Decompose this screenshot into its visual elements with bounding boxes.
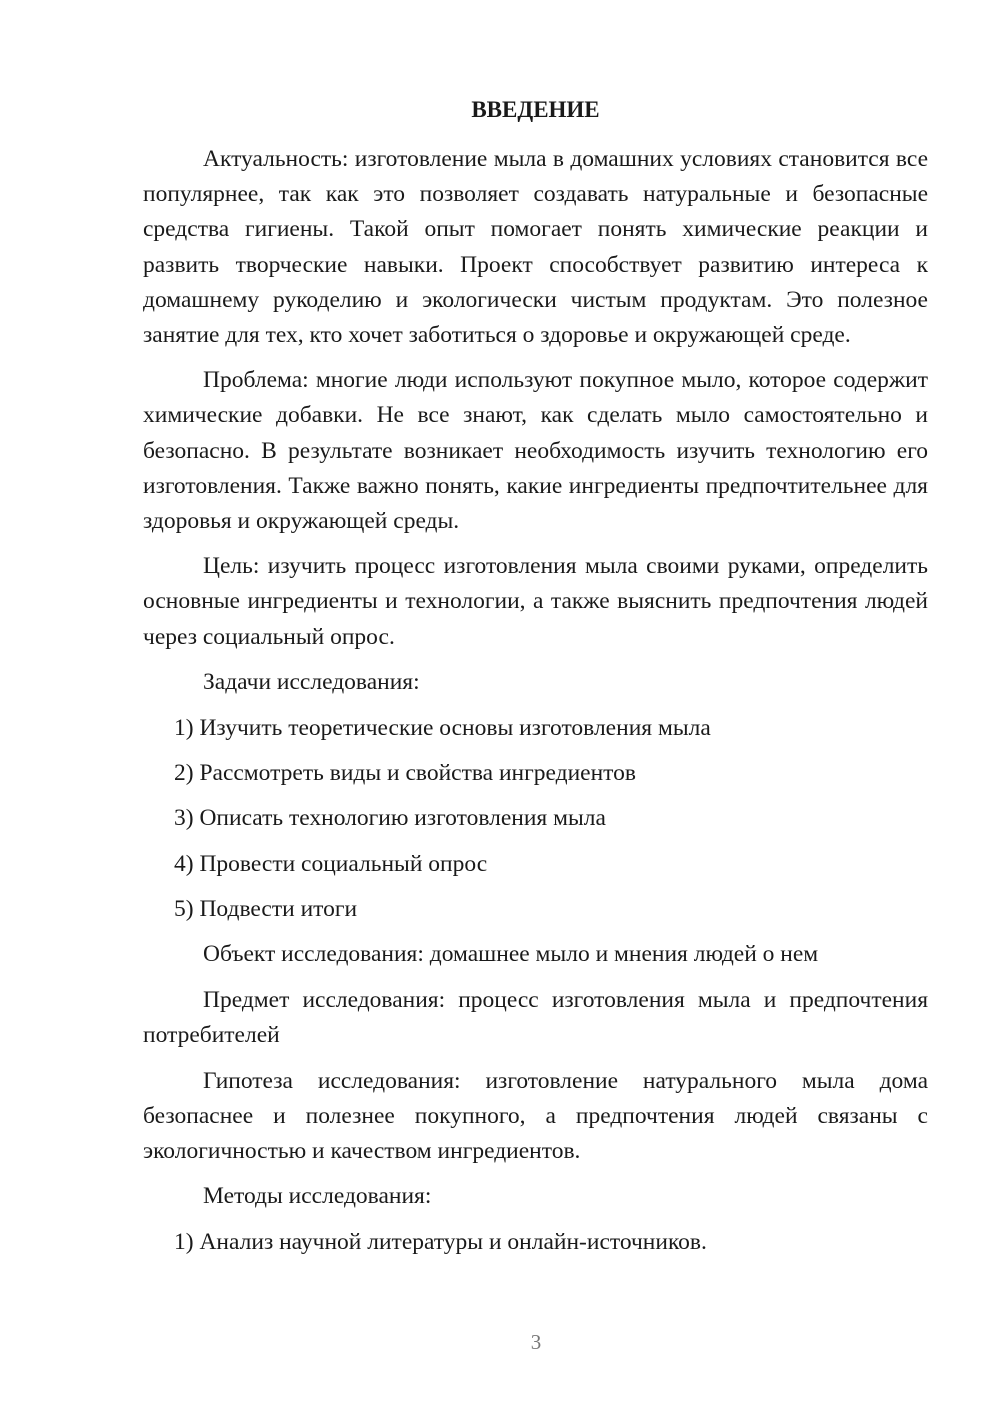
methods-list	[143, 1225, 928, 1260]
list-item: 1) Анализ научной литературы и онлайн-источников.	[174, 1229, 707, 1256]
object-paragraph: Объект исследования: домашнее мыло и мнения людей о нем	[203, 941, 819, 968]
methods-title: Методы исследования:	[203, 1183, 432, 1210]
section-heading: ВВЕДЕНИЕ	[471, 97, 600, 122]
goal-paragraph: Цель: изучить процесс изготовления мыла своими руками, определить основные ингредиенты и технологии, а также выяснить предпочтения людей через социальный опрос.	[143, 553, 928, 650]
page-number: 3	[530, 1330, 542, 1354]
list-item: 4) Провести социальный опрос	[174, 850, 488, 877]
page-content	[143, 92, 928, 1271]
list-item: 5) Подвести итоги	[174, 895, 358, 922]
list-item: 2) Рассмотреть виды и свойства ингредиентов	[174, 760, 636, 787]
tasks-list	[143, 711, 928, 927]
subject-paragraph: Предмет исследования: процесс изготовления мыла и предпочтения потребителей	[143, 987, 928, 1049]
list-item: 3) Описать технологию изготовления мыла	[174, 805, 606, 832]
relevance-paragraph: Актуальность: изготовление мыла в домашних условиях становится все популярнее, так как это позволяет создавать натуральные и безопасные средства гигиены. Такой опыт помогает понять химические реакции и развить творческие навыки. Проект способствует развитию интереса к домашнему рукоделию и экологически чистым продуктам. Это полезное занятие для тех, кто хочет заботиться о здоровье и окружающей среде.	[143, 146, 928, 349]
tasks-title: Задачи исследования:	[203, 668, 420, 695]
hypothesis-paragraph: Гипотеза исследования: изготовление натурального мыла дома безопаснее и полезнее покупного, а предпочтения людей связаны с экологичностью и качеством ингредиентов.	[143, 1067, 928, 1165]
problem-paragraph: Проблема: многие люди используют покупное мыло, которое содержит химические добавки. Не все знают, как сделать мыло самостоятельно и безопасно. В результате возникает необходимость изучить технологию его изготовления. Также важно понять, какие ингредиенты предпочтительнее для здоровья и окружающей среды.	[143, 367, 928, 535]
list-item: 1) Изучить теоретические основы изготовления мыла	[174, 715, 711, 742]
